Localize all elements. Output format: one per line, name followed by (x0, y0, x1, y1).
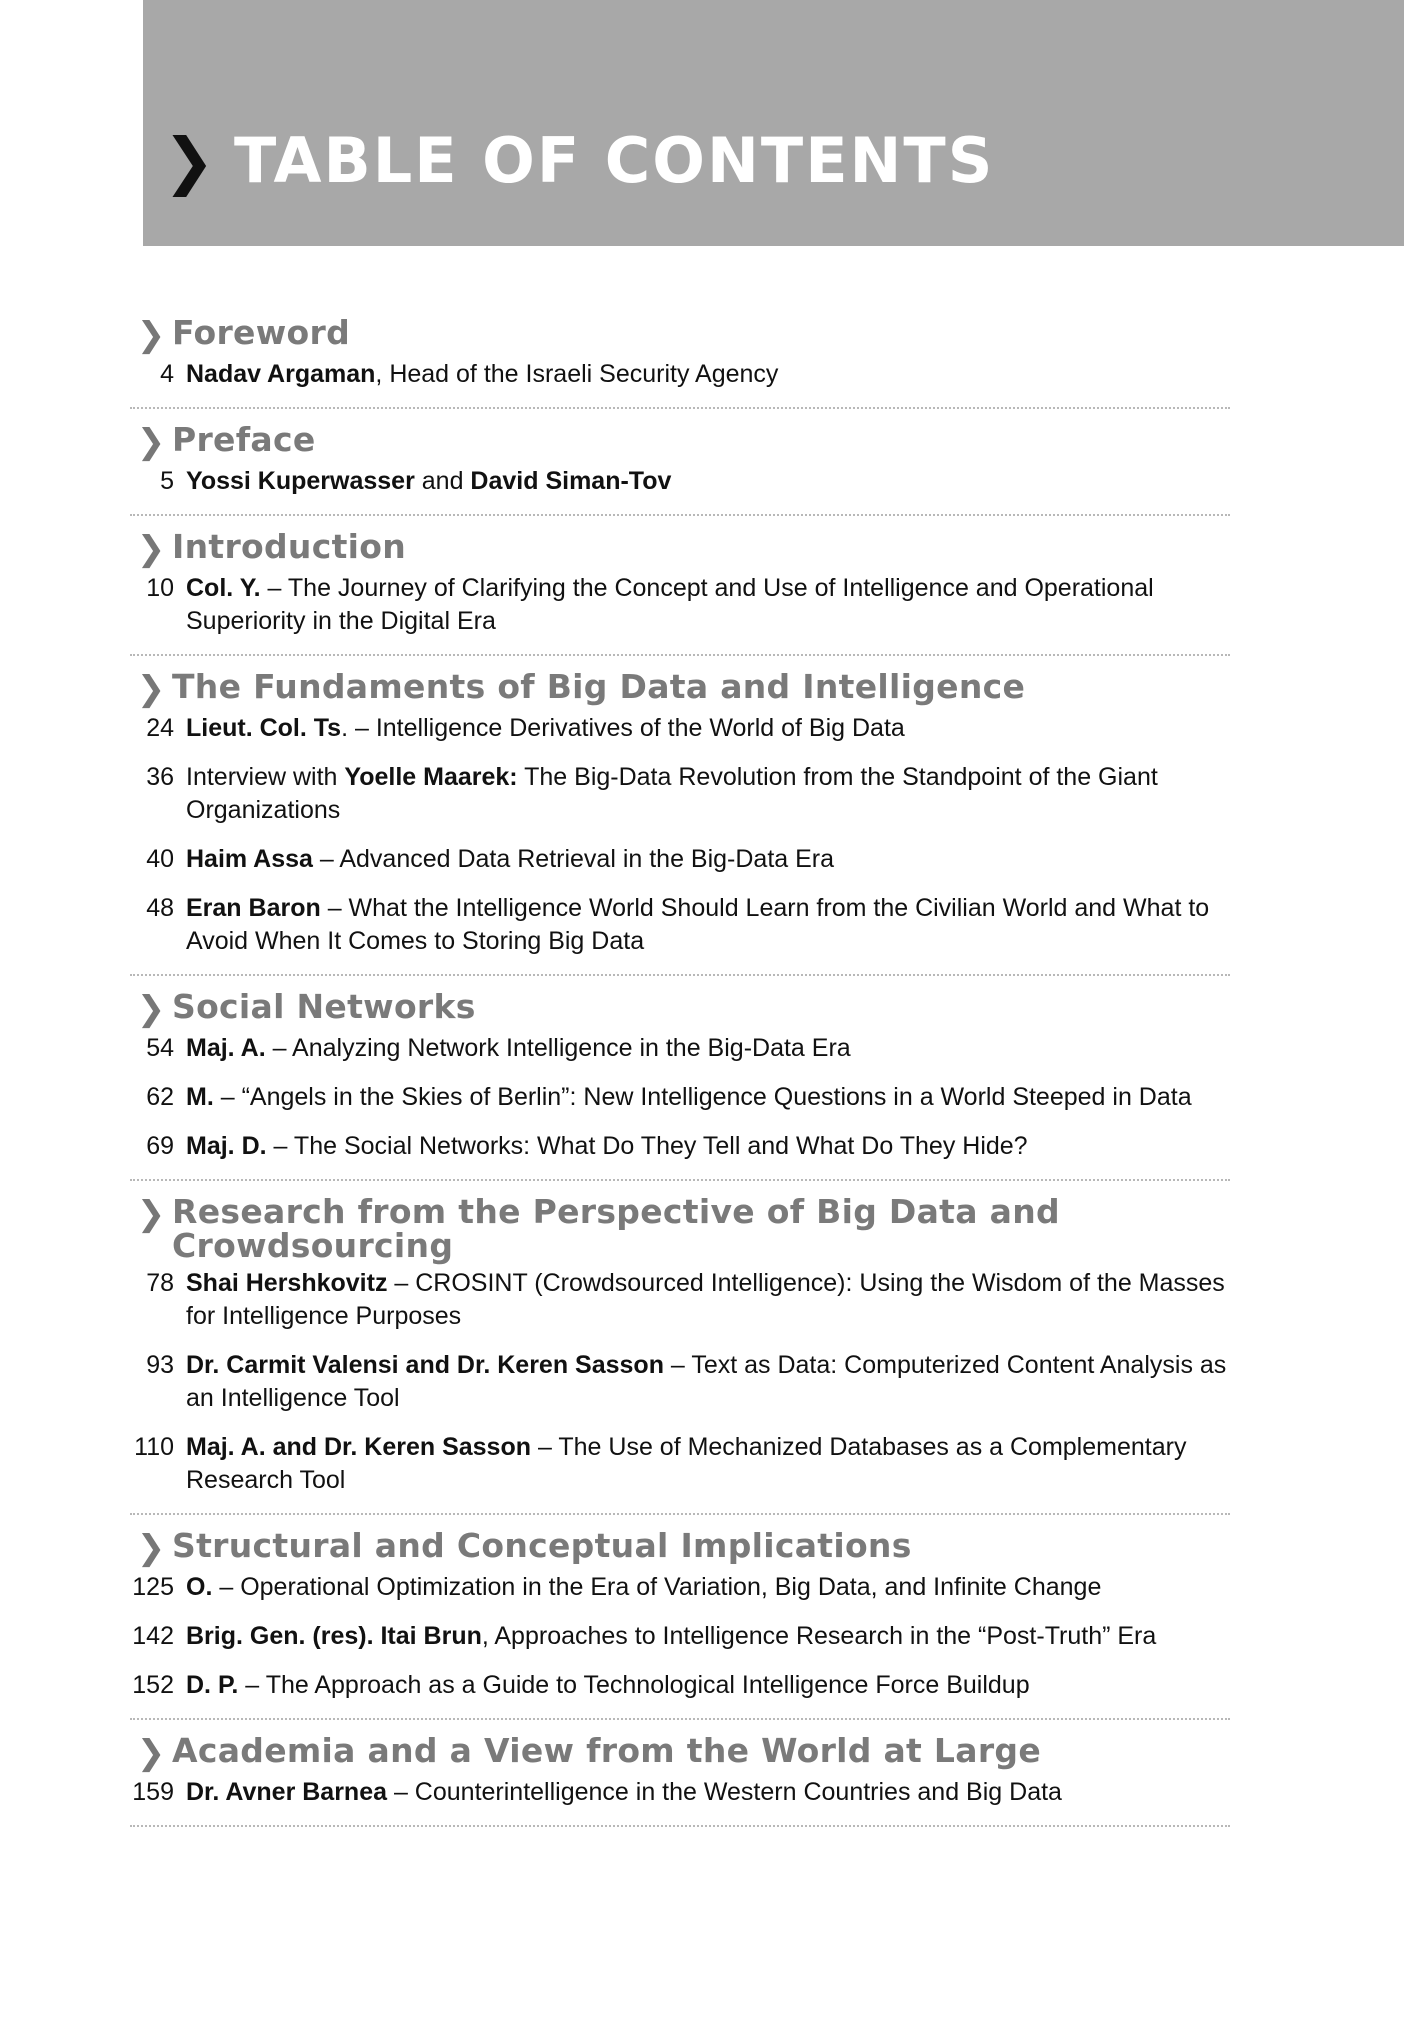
entry-title-text: – Operational Optimization in the Era of Variation, Big Data, and Infinite Change (212, 1573, 1102, 1601)
section-title: Introduction (172, 527, 407, 566)
entry-author: O. (186, 1573, 213, 1601)
entry-author: Eran Baron (186, 894, 321, 922)
toc-section (130, 1731, 1230, 1827)
entry-text (186, 572, 1230, 638)
entry-title-text: – What the Intelligence World Should Learn from the Civilian World and What to Avoid When It Comes to Storing Big Data (186, 894, 1210, 955)
entry-title-text: , Head of the Israeli Security Agency (375, 360, 779, 388)
entry-author: Shai Hershkovitz (186, 1269, 388, 1297)
toc-entry (130, 1349, 1230, 1415)
page-number: 142 (132, 1622, 174, 1650)
entry-text (186, 1267, 1230, 1333)
toc-entry (130, 1032, 1230, 1065)
section-heading (130, 527, 1230, 569)
entry-title-text: The Big-Data Revolution from the Standpoint of the Giant Organizations (186, 763, 1158, 824)
toc-section (130, 313, 1230, 409)
entry-author: Lieut. Col. Ts (186, 714, 342, 742)
toc-entry (130, 1571, 1230, 1604)
toc-section (130, 1526, 1230, 1720)
entry-title-text: – “Angels in the Skies of Berlin”: New Intelligence Questions in a World Steeped in Data (213, 1083, 1192, 1111)
entry-title-text: – Analyzing Network Intelligence in the Big-Data Era (265, 1034, 851, 1062)
entry-title-text: – Counterintelligence in the Western Countries and Big Data (387, 1778, 1062, 1806)
entry-title-text: and (414, 467, 471, 495)
entry-author: D. P. (186, 1671, 239, 1699)
chevron-right-icon: ❯ (163, 124, 215, 197)
chevron-right-icon: ❯ (136, 1733, 166, 1773)
section-heading (130, 1731, 1230, 1773)
entry-author: Brig. Gen. (res). Itai Brun (186, 1622, 482, 1650)
page-number: 54 (146, 1034, 174, 1062)
toc-entry (130, 1130, 1230, 1163)
chevron-right-icon: ❯ (136, 315, 166, 355)
toc-entry (130, 1267, 1230, 1333)
toc-section (130, 1192, 1230, 1515)
section-title: Structural and Conceptual Implications (172, 1526, 912, 1565)
page-number: 69 (146, 1132, 174, 1160)
page-number: 48 (146, 894, 174, 922)
chevron-right-icon: ❯ (136, 1528, 166, 1568)
section-title: Preface (172, 420, 316, 459)
toc-entry (130, 572, 1230, 638)
chevron-right-icon: ❯ (136, 422, 166, 462)
chevron-right-icon: ❯ (136, 529, 166, 569)
section-heading (130, 420, 1230, 462)
entry-author: Col. Y. (186, 574, 261, 602)
entry-author: Maj. A. (186, 1034, 266, 1062)
entry-text (186, 1776, 1230, 1809)
section-heading (130, 1526, 1230, 1568)
toc-entry (130, 712, 1230, 745)
toc-section (130, 420, 1230, 516)
page-number: 110 (134, 1433, 174, 1461)
page-number: 10 (146, 574, 174, 602)
entry-text (186, 1130, 1230, 1163)
entry-text (186, 1669, 1230, 1702)
toc-entry (130, 1081, 1230, 1114)
entry-author: Dr. Carmit Valensi and Dr. Keren Sasson (186, 1351, 664, 1379)
entry-author: Yoelle Maarek: (344, 763, 518, 791)
entry-title-text: – The Journey of Clarifying the Concept and Use of Intelligence and Operational Superiority in the Digital Era (186, 574, 1154, 635)
page-number: 93 (146, 1351, 174, 1379)
section-heading (130, 667, 1230, 709)
section-title: The Fundaments of Big Data and Intelligence (172, 667, 1026, 706)
toc-section (130, 527, 1230, 656)
entry-author: Maj. D. (186, 1132, 267, 1160)
entry-title-text: – The Use of Mechanized Databases as a Complementary Research Tool (186, 1433, 1187, 1494)
entry-title-text: , Approaches to Intelligence Research in the “Post-Truth” Era (481, 1622, 1157, 1650)
table-of-contents (130, 313, 1230, 1841)
entry-text (186, 1571, 1230, 1604)
entry-text (186, 892, 1230, 958)
entry-text (186, 712, 1230, 745)
toc-entry (130, 1431, 1230, 1497)
toc-entry (130, 843, 1230, 876)
page-number: 24 (146, 714, 174, 742)
chevron-right-icon: ❯ (136, 1194, 166, 1234)
entry-text (186, 1431, 1230, 1497)
entry-text (186, 358, 1230, 391)
section-title: Foreword (172, 313, 350, 352)
toc-section (130, 987, 1230, 1181)
entry-title-text: – Advanced Data Retrieval in the Big-Data Era (312, 845, 835, 873)
toc-entry (130, 1776, 1230, 1809)
page-number: 40 (146, 845, 174, 873)
chevron-right-icon: ❯ (136, 989, 166, 1029)
page-number: 4 (160, 360, 174, 388)
page-number: 5 (160, 467, 174, 495)
entry-text (186, 1349, 1230, 1415)
page-number: 125 (132, 1573, 174, 1601)
toc-entry (130, 892, 1230, 958)
title-banner (143, 0, 1404, 246)
entry-author: David Siman-Tov (470, 467, 672, 495)
entry-author: M. (186, 1083, 214, 1111)
entry-title-text: – The Approach as a Guide to Technological Intelligence Force Buildup (238, 1671, 1030, 1699)
entry-text (186, 1032, 1230, 1065)
section-title: Academia and a View from the World at Large (172, 1731, 1041, 1770)
entry-author: Nadav Argaman (186, 360, 376, 388)
entry-author: Yossi Kuperwasser (186, 467, 415, 495)
entry-text (186, 1081, 1230, 1114)
toc-entry (130, 1620, 1230, 1653)
page-number: 78 (146, 1269, 174, 1297)
toc-entry (130, 761, 1230, 827)
entry-author: Haim Assa (186, 845, 313, 873)
section-heading (130, 313, 1230, 355)
toc-entry (130, 1669, 1230, 1702)
chevron-right-icon: ❯ (136, 669, 166, 709)
entry-text (186, 843, 1230, 876)
entry-title-text: – The Social Networks: What Do They Tell and What Do They Hide? (266, 1132, 1028, 1160)
entry-text (186, 761, 1230, 827)
page-number: 152 (132, 1671, 174, 1699)
page-number: 62 (146, 1083, 174, 1111)
section-title: Social Networks (172, 987, 476, 1026)
entry-text (186, 465, 1230, 498)
entry-author: Maj. A. and Dr. Keren Sasson (186, 1433, 532, 1461)
page-number: 159 (132, 1778, 174, 1806)
section-heading (130, 987, 1230, 1029)
entry-title-text: – CROSINT (Crowdsourced Intelligence): Using the Wisdom of the Masses for Intelligence Purposes (186, 1269, 1225, 1330)
entry-text (186, 1620, 1230, 1653)
entry-title-text: . – Intelligence Derivatives of the World of Big Data (341, 714, 905, 742)
toc-entry (130, 358, 1230, 391)
toc-entry (130, 465, 1230, 498)
entry-author: Dr. Avner Barnea (186, 1778, 388, 1806)
entry-title-text: – Text as Data: Computerized Content Analysis as an Intelligence Tool (186, 1351, 1227, 1412)
entry-title-text: Interview with (186, 763, 345, 791)
section-title: Research from the Perspective of Big Data and Crowdsourcing (172, 1192, 1060, 1265)
page-title: TABLE OF CONTENTS (234, 124, 995, 197)
toc-section (130, 667, 1230, 976)
page-number: 36 (146, 763, 174, 791)
section-heading (130, 1192, 1230, 1265)
